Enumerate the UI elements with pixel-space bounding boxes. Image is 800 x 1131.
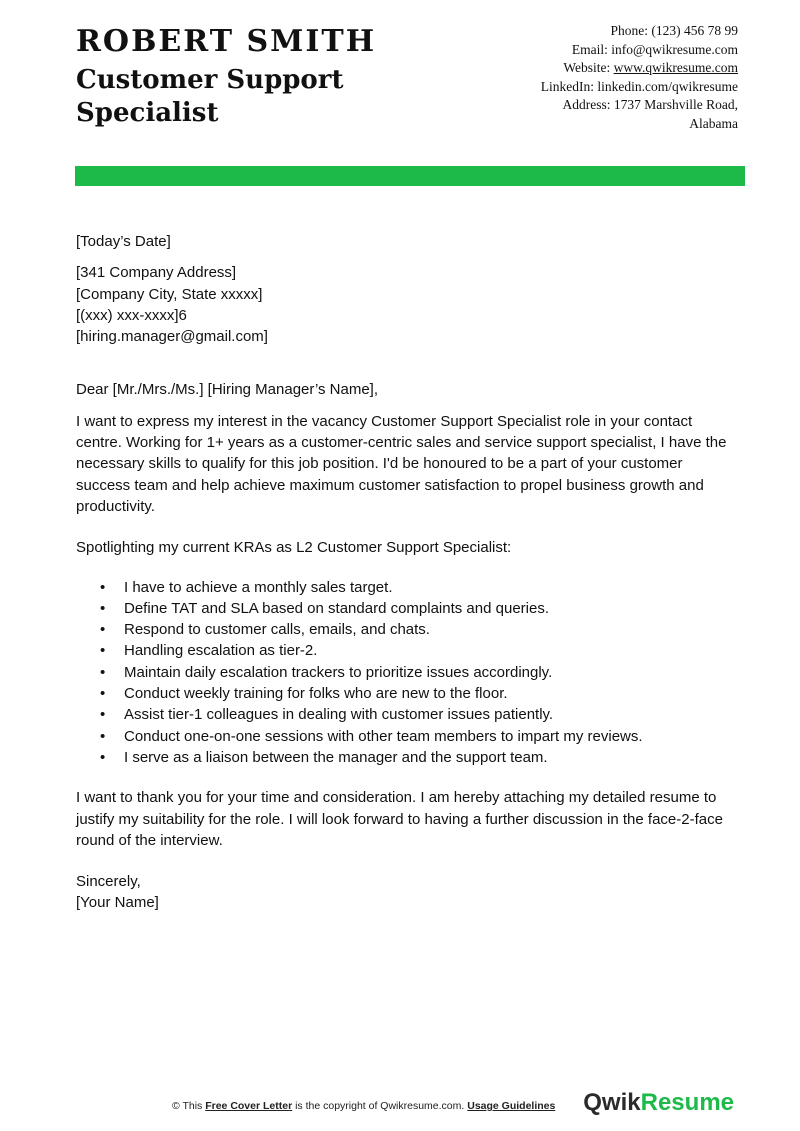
list-item-text: I serve as a liaison between the manager and the support team. (124, 748, 548, 766)
list-item-text: Respond to customer calls, emails, and chats. (124, 621, 430, 639)
list-item-text: Assist tier-1 colleagues in dealing with customer issues patiently. (124, 706, 554, 724)
bullet-icon: • (100, 748, 106, 766)
list-item-text: Handling escalation as tier-2. (124, 642, 318, 660)
free-cover-letter-link[interactable]: Free Cover Letter (205, 1100, 293, 1112)
bullet-icon: • (100, 727, 106, 745)
qwikresume-logo[interactable] (583, 1089, 734, 1117)
contact-email: Email: info@qwikresume.com (571, 41, 738, 57)
bullet-icon: • (100, 663, 106, 681)
applicant-name: ROBERT SMITH (76, 24, 377, 59)
recipient-address (76, 262, 736, 347)
copyright-middle: is the copyright of Qwikresume.com. (292, 1100, 468, 1112)
letter-date: [Today’s Date] (76, 233, 171, 250)
salutation: Dear [Mr./Mrs./Ms.] [Hiring Manager’s Name], (76, 381, 379, 399)
recipient-line: [341 Company Address] (76, 264, 237, 282)
contact-linkedin: LinkedIn: linkedin.com/qwikresume (540, 78, 738, 94)
letter-body (76, 231, 736, 914)
closing-paragraph: I want to thank you for your time and consideration. I am hereby attaching my detailed resume to justify my suitability for the role. I will look forward to having a further discussion in the face-2-face round of the interview. (76, 789, 723, 849)
list-item (76, 683, 736, 704)
list-item (76, 640, 736, 661)
kra-list (76, 577, 736, 769)
kra-intro: Spotlighting my current KRAs as L2 Customer Support Specialist: (76, 539, 512, 557)
list-item-text: I have to achieve a monthly sales target. (124, 578, 393, 596)
list-item (76, 598, 736, 619)
list-item-text: Conduct one-on-one sessions with other team members to impart my reviews. (124, 727, 643, 745)
logo-part-resume: Resume (640, 1089, 734, 1116)
list-item (76, 704, 736, 725)
contact-address-line2: Alabama (689, 115, 738, 131)
list-item (76, 747, 736, 768)
list-item (76, 619, 736, 640)
recipient-line: [Company City, State xxxxx] (76, 285, 263, 303)
recipient-line: [hiring.manager@gmail.com] (76, 328, 268, 346)
list-item (76, 662, 736, 683)
bullet-icon: • (100, 621, 106, 639)
opening-paragraph: I want to express my interest in the vacancy Customer Support Specialist role in your contact centre. Working for 1+ years as a customer-centric sales and service support specialist, I have the necessary skills to qualify for this job position. I'd be honoured to be a part of your customer success team and help achieve maximum customer satisfaction to propel business growth and productivity. (76, 412, 727, 515)
signoff-block (76, 871, 736, 914)
contact-block (418, 22, 738, 133)
copyright-prefix: © This (172, 1100, 206, 1112)
copyright-note (172, 1100, 555, 1112)
bullet-icon: • (100, 578, 106, 596)
list-item (76, 577, 736, 598)
contact-website (418, 59, 738, 78)
list-item-text: Maintain daily escalation trackers to prioritize issues accordingly. (124, 663, 553, 681)
list-item-text: Conduct weekly training for folks who are new to the floor. (124, 685, 508, 703)
usage-guidelines-link[interactable]: Usage Guidelines (467, 1100, 556, 1112)
recipient-line: [(xxx) xxx-xxxx]6 (76, 306, 187, 324)
signoff: Sincerely, (76, 873, 141, 891)
website-link[interactable]: www.qwikresume.com (613, 60, 738, 75)
bullet-icon: • (100, 599, 106, 617)
contact-website-label: Website: (563, 60, 614, 75)
logo-part-qwik: Qwik (583, 1089, 641, 1116)
contact-phone: Phone: (123) 456 78 99 (610, 23, 738, 38)
job-title: Customer Support Specialist (76, 65, 344, 128)
contact-address-line1: Address: 1737 Marshville Road, (562, 97, 738, 112)
signature: [Your Name] (76, 894, 159, 912)
list-item-text: Define TAT and SLA based on standard complaints and queries. (124, 599, 549, 617)
bullet-icon: • (100, 706, 106, 724)
bullet-icon: • (100, 685, 106, 703)
list-item (76, 726, 736, 747)
header-divider-bar (75, 166, 745, 186)
bullet-icon: • (100, 642, 106, 660)
